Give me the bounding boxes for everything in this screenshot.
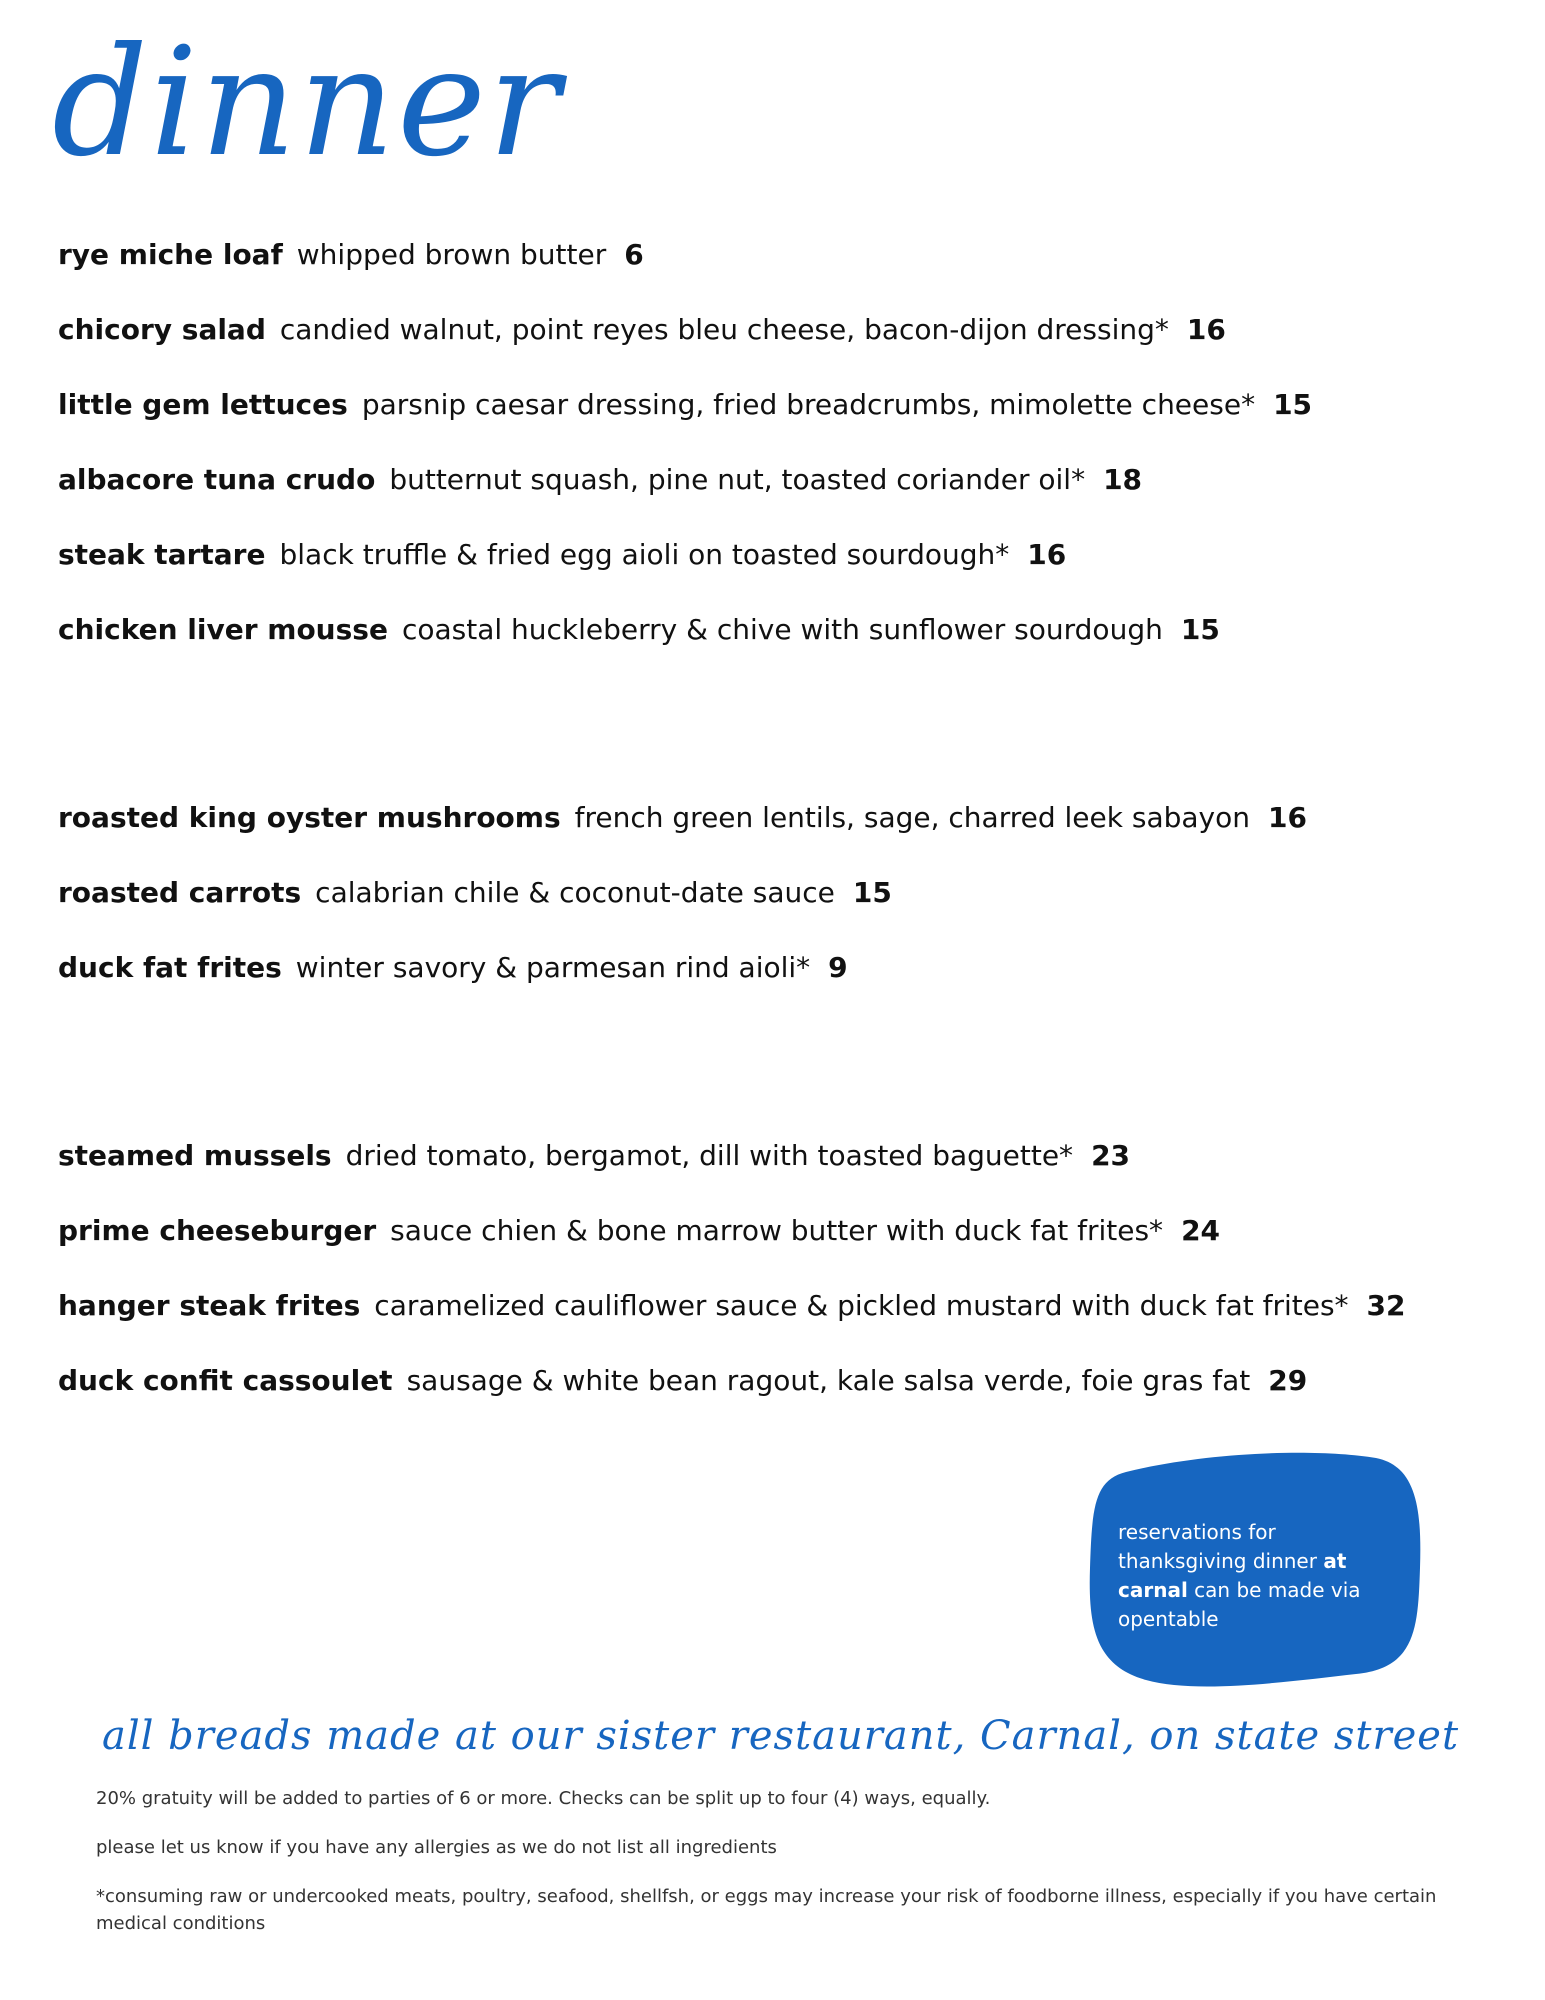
item-price: 9 [828,951,848,984]
reservation-promo [1086,1448,1424,1694]
bread-note-script: all breads made at our sister restaurant, Carnal, on state street [102,1713,1460,1759]
item-price: 15 [1273,388,1313,421]
menu-item [58,537,1066,573]
menu-title: dinner [52,16,562,190]
item-price: 15 [852,876,892,909]
item-price: 24 [1181,1214,1221,1247]
raw-food-warning: *consuming raw or undercooked meats, poultry, seafood, shellfsh, or eggs may increase your risk of foodborne illness, especially if you have certain medical conditions [96,1886,1437,1934]
promo-text-part2: can be made via opentable [1118,1578,1361,1631]
item-description: french green lentils, sage, charred leek sabayon [574,801,1250,834]
item-name: roasted king oyster mushrooms [58,801,561,834]
menu-item [58,312,1226,348]
item-name: chicory salad [58,313,266,346]
item-description: caramelized cauliflower sauce & pickled mustard with duck fat frites* [374,1289,1349,1322]
item-description: coastal huckleberry & chive with sunflower sourdough [401,613,1163,646]
menu-item [58,462,1142,498]
item-description: winter savory & parmesan rind aioli* [295,951,811,984]
menu-item [58,387,1312,423]
menu-item [58,237,644,273]
item-description: calabrian chile & coconut-date sauce [315,876,835,909]
item-name: hanger steak frites [58,1289,361,1322]
menu-item [58,875,892,911]
item-price: 16 [1268,801,1307,834]
item-name: duck fat frites [58,951,282,984]
gratuity-note: 20% gratuity will be added to parties of 6 or more. Checks can be split up to four (4) ways, equally. [96,1788,991,1809]
menu-item [58,1138,1130,1174]
item-description: candied walnut, point reyes bleu cheese, bacon-dijon dressing* [279,313,1169,346]
item-name: little gem lettuces [58,388,348,421]
item-name: rye miche loaf [58,238,283,271]
item-name: steak tartare [58,538,266,571]
item-price: 16 [1027,538,1067,571]
item-description: sausage & white bean ragout, kale salsa verde, foie gras fat [406,1364,1251,1397]
menu-item [58,612,1220,648]
menu-item [58,1213,1220,1249]
item-description: dried tomato, bergamot, dill with toasted baguette* [345,1139,1074,1172]
item-description: sauce chien & bone marrow butter with duck fat frites* [390,1214,1164,1247]
item-price: 6 [624,238,644,271]
menu-item [58,1363,1307,1399]
item-name: roasted carrots [58,876,302,909]
item-description: whipped brown butter [296,238,607,271]
item-price: 23 [1091,1139,1131,1172]
item-price: 15 [1180,613,1220,646]
item-description: butternut squash, pine nut, toasted coriander oil* [389,463,1086,496]
item-description: parsnip caesar dressing, fried breadcrumbs, mimolette cheese* [361,388,1256,421]
item-name: prime cheeseburger [58,1214,377,1247]
promo-text-part1: reservations for thanksgiving dinner [1118,1520,1317,1573]
menu-item [58,1288,1406,1324]
item-name: albacore tuna crudo [58,463,376,496]
promo-text [1118,1518,1408,1634]
item-price: 32 [1366,1289,1406,1322]
promo-text-bold: at carnal [1118,1549,1347,1602]
allergy-note: please let us know if you have any allergies as we do not list all ingredients [96,1837,777,1858]
item-name: steamed mussels [58,1139,332,1172]
menu-item [58,950,848,986]
item-name: duck confit cassoulet [58,1364,393,1397]
menu-item [58,800,1307,836]
footer-notes [96,1785,1456,1959]
item-description: black truffle & fried egg aioli on toasted sourdough* [279,538,1010,571]
item-price: 18 [1103,463,1143,496]
item-price: 29 [1268,1364,1308,1397]
item-name: chicken liver mousse [58,613,388,646]
item-price: 16 [1186,313,1226,346]
